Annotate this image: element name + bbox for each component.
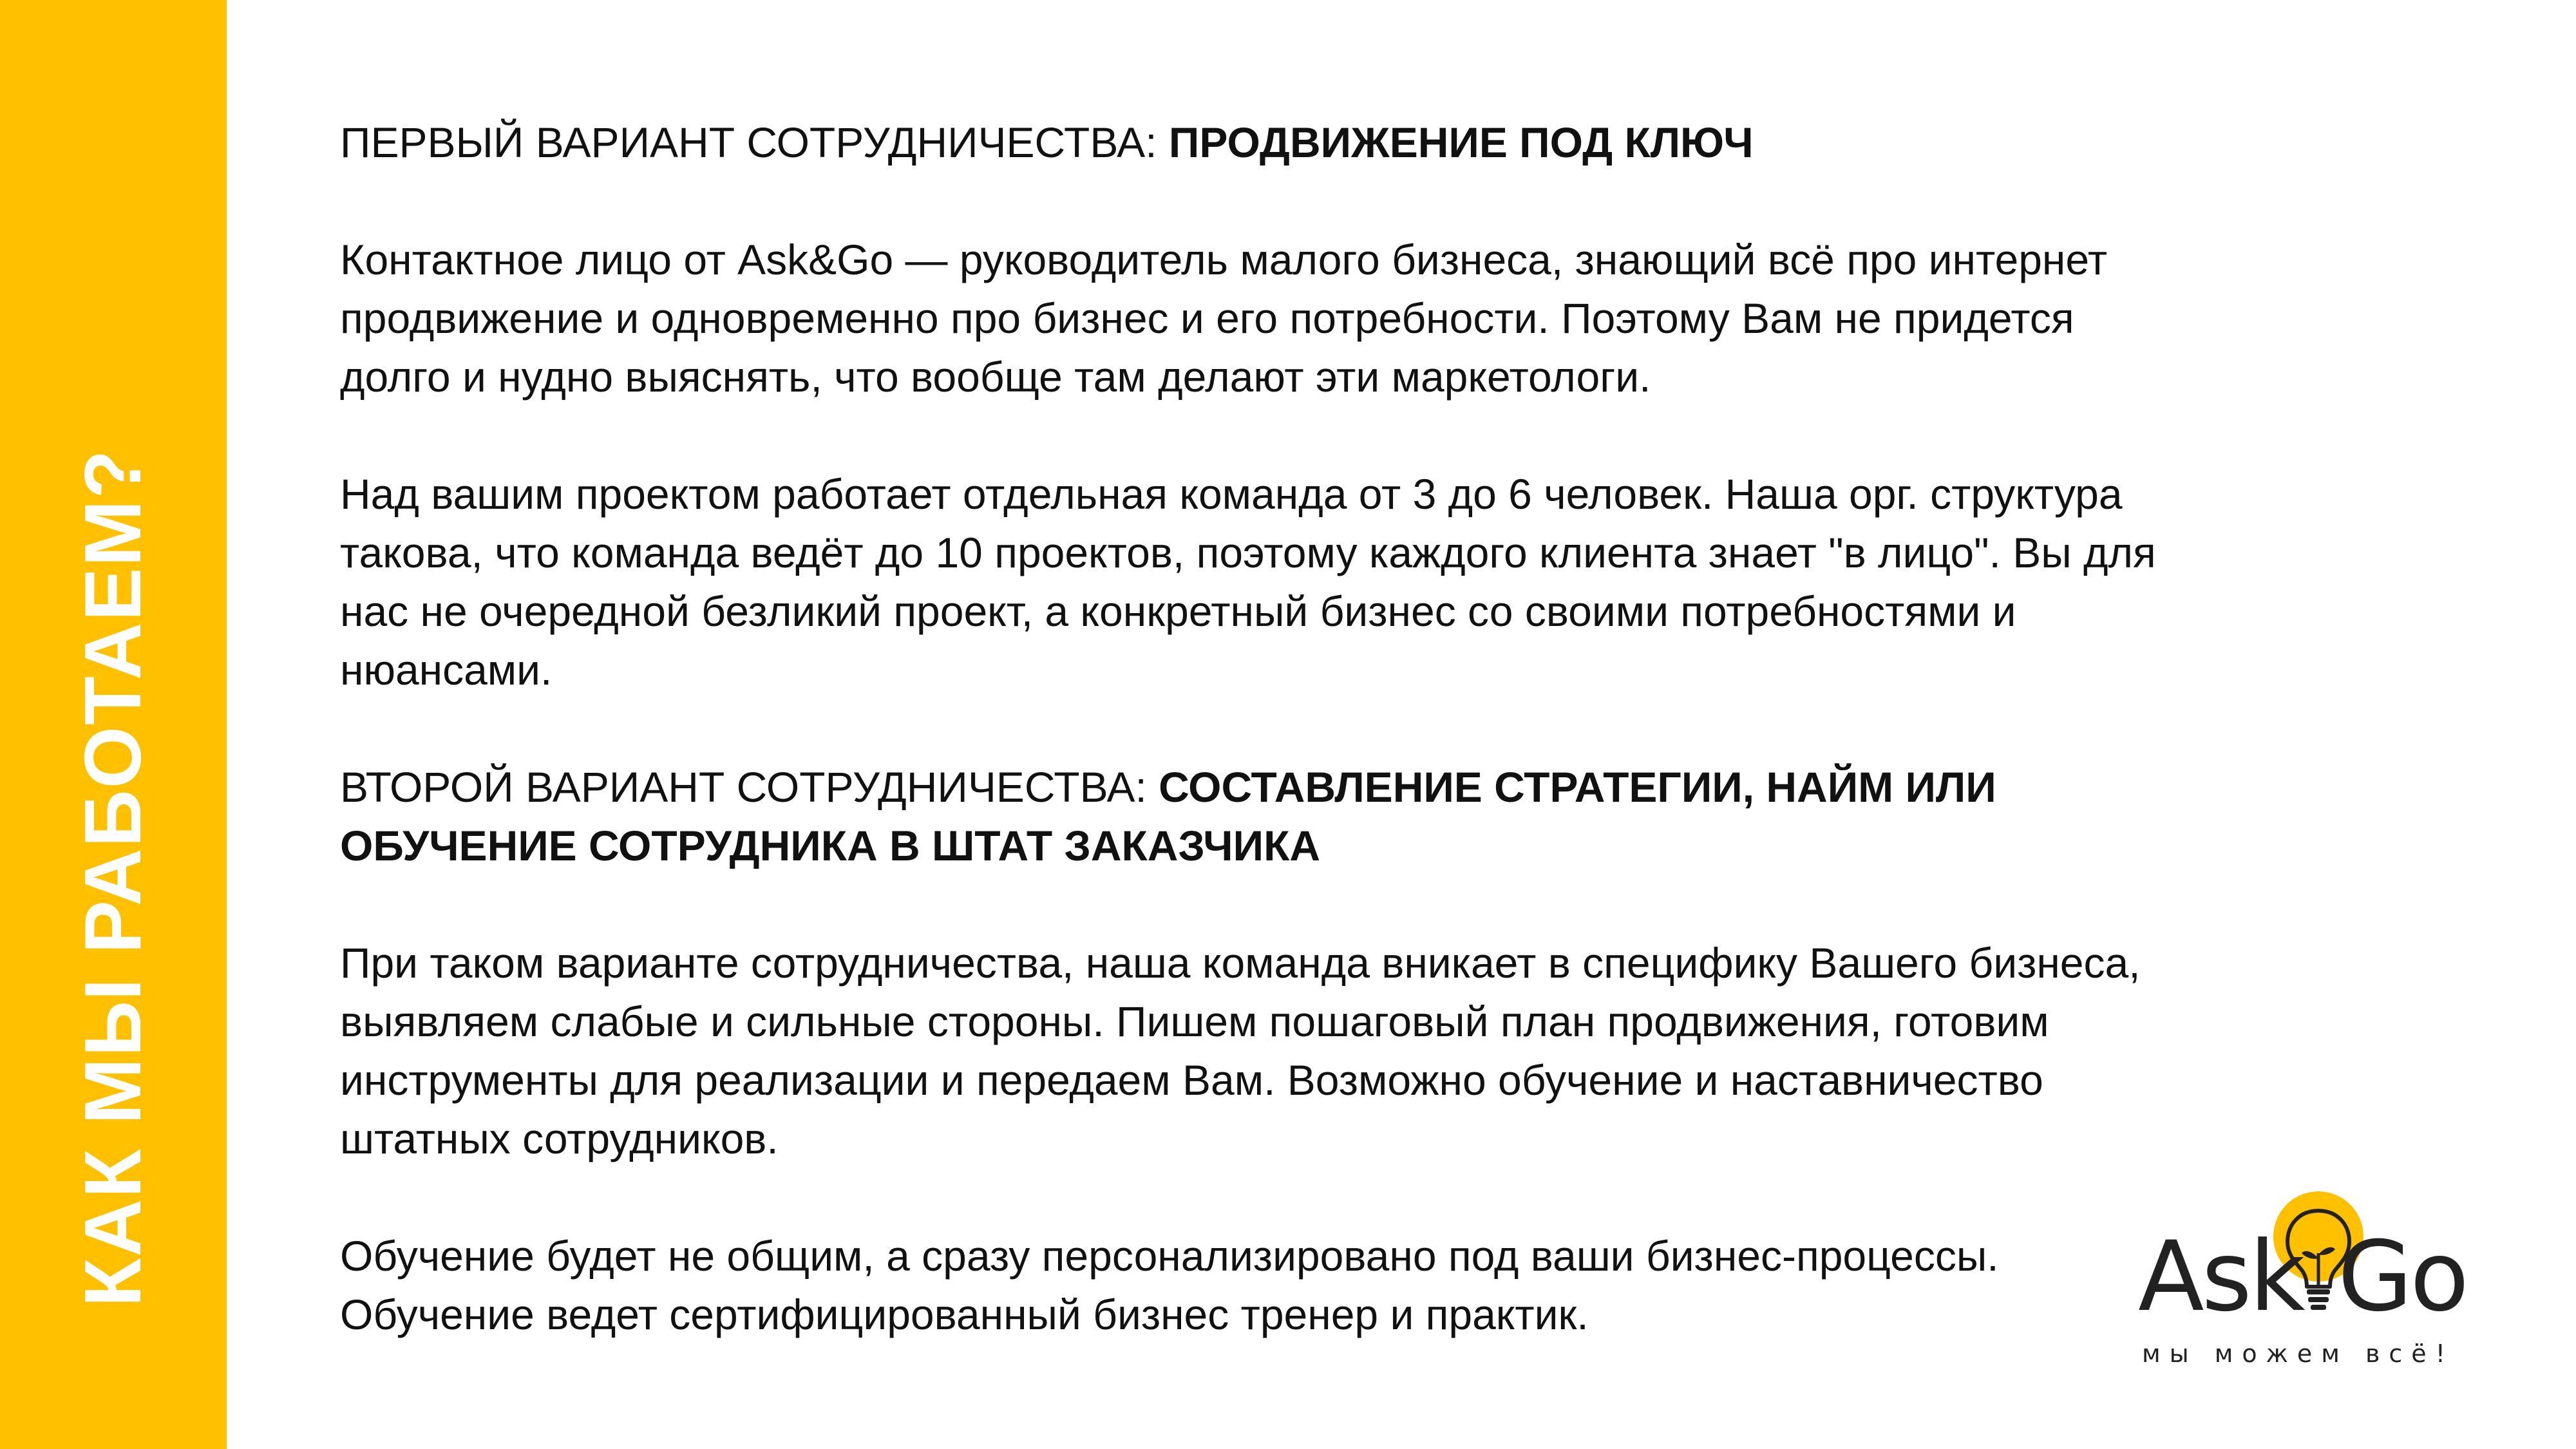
sidebar-title: КАК МЫ РАБОТАЕМ?	[69, 448, 158, 1307]
section2-heading-prefix: ВТОРОЙ ВАРИАНТ СОТРУДНИЧЕСТВА:	[340, 763, 1159, 811]
logo-word-right: Go	[2338, 1221, 2467, 1333]
section1-paragraph-2: Над вашим проектом работает отдельная команда от 3 до 6 человек. Наша орг. структура такова, что команда ведёт до 10 проектов, поэтому каждого клиента знает "в лицо". Вы для нас не очередной безликий проект, а конкретный бизнес со своими потребностями и нюансами.	[340, 470, 2156, 694]
content	[340, 113, 2182, 1344]
section1-paragraph-1: Контактное лицо от Ask&Go — руководитель малого бизнеса, знающий всё про интернет продвижение и одновременно про бизнес и его потребности. Поэтому Вам не придется долго и нудно выяснять, что вообще там делают эти маркетологи.	[340, 236, 2108, 401]
section1-heading-prefix: ПЕРВЫЙ ВАРИАНТ СОТРУДНИЧЕСТВА:	[340, 118, 1169, 166]
logo-slogan: мы можем всё!	[2142, 1340, 2454, 1368]
askgo-logo	[2138, 1191, 2473, 1372]
sidebar	[0, 0, 227, 1449]
section1-heading-bold: ПРОДВИЖЕНИЕ ПОД КЛЮЧ	[1168, 118, 1754, 166]
section2-heading-bold: СОСТАВЛЕНИЕ СТРАТЕГИИ, НАЙМ ИЛИ ОБУЧЕНИЕ СОТРУДНИКА В ШТАТ ЗАКАЗЧИКА	[340, 763, 1996, 869]
section2-paragraph-2: Обучение будет не общим, а сразу персонализировано под ваши бизнес-процессы. Обучение ведет сертифицированный бизнес тренер и практик.	[340, 1232, 1999, 1338]
section1-heading	[340, 113, 2182, 172]
logo-word-left: Ask	[2138, 1221, 2303, 1333]
section2-paragraph-1: При таком варианте сотрудничества, наша команда вникает в специфику Вашего бизнеса, выявляем слабые и сильные стороны. Пишем пошаговый план продвижения, готовим инструменты для реализации и передаем Вам. Возможно обучение и наставничество штатных сотрудников.	[340, 939, 2141, 1162]
section2-heading	[340, 758, 2182, 875]
